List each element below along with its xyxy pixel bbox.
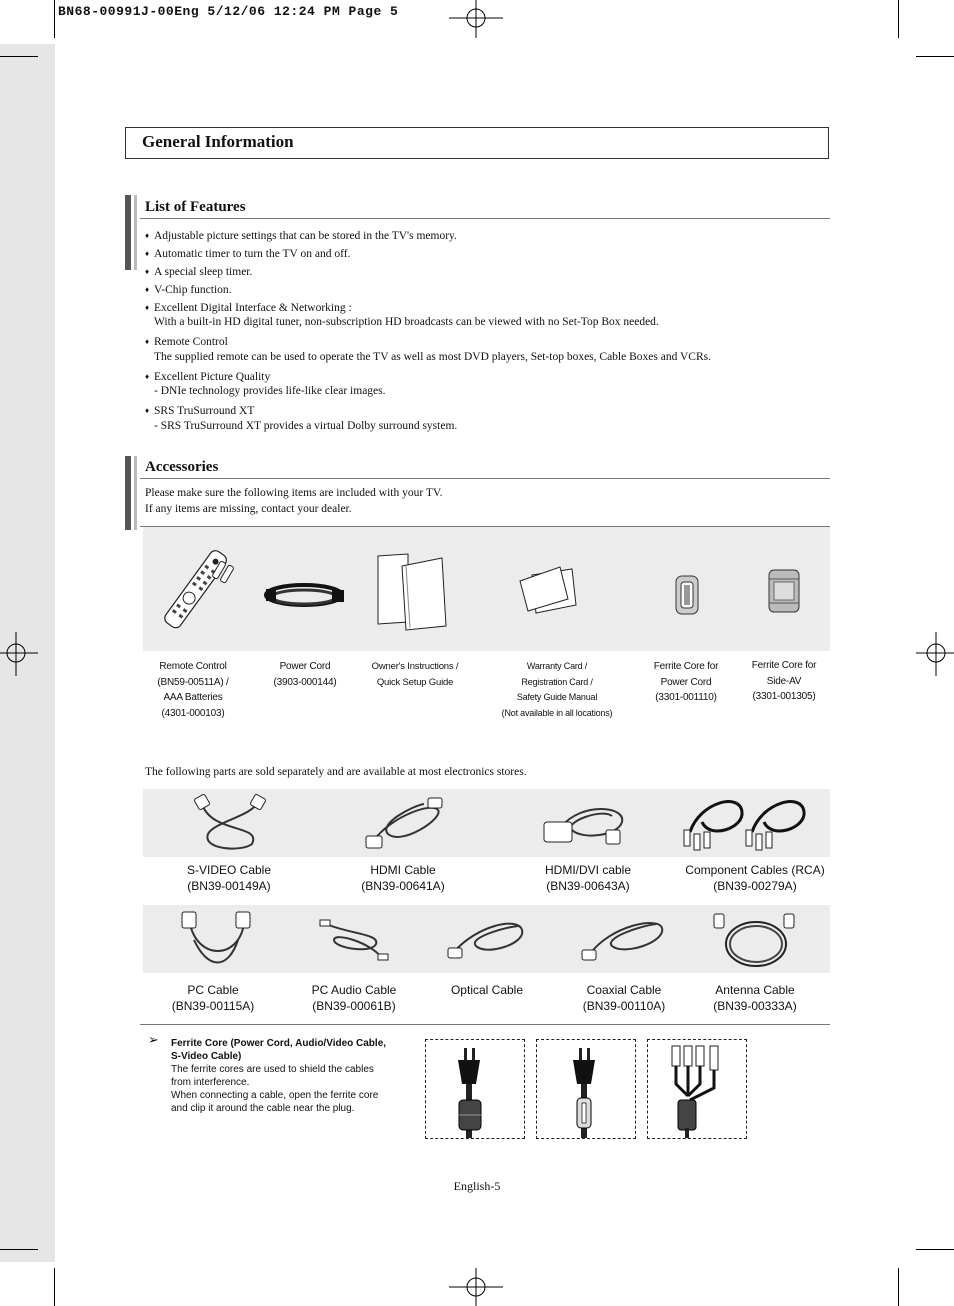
cable-caption-hdmi-dvi: HDMI/DVI cable (BN39-00643A): [544, 863, 632, 893]
svideo-cable-icon: [192, 794, 268, 852]
accessories-heading: Accessories: [145, 459, 219, 475]
separate-parts-intro: The following parts are sold separately and are available at most electronics stores.: [145, 766, 527, 778]
section-bar: [125, 456, 131, 530]
cable-caption-svideo: S-VIDEO Cable (BN39-00149A): [186, 863, 272, 893]
cable-caption-optical: Optical Cable: [450, 983, 524, 997]
registration-mark-left: [0, 632, 38, 676]
cable-caption-hdmi: HDMI Cable (BN39-00641A): [361, 863, 445, 893]
ferrite-illustration-2: [536, 1039, 636, 1139]
section-rule: [140, 218, 830, 219]
accessories-intro: If any items are missing, contact your dealer.: [145, 503, 352, 515]
ferrite-core-av-icon: [766, 567, 802, 615]
plug-with-ferrite-icon: [537, 1040, 635, 1138]
section-bar: [134, 195, 137, 270]
ferrite-illustration-3: [647, 1039, 747, 1139]
item-caption-ferrite-av: Ferrite Core for Side-AV (3301-001305): [751, 660, 817, 702]
warranty-card-icon: [518, 565, 580, 615]
feature-item: ♦ Excellent Digital Interface & Networking :: [145, 302, 352, 314]
remote-control-icon: [150, 545, 240, 635]
cable-caption-pc: PC Cable (BN39-00115A): [171, 983, 255, 1013]
crop-mark: [898, 1268, 899, 1306]
crop-mark: [54, 1268, 55, 1306]
crop-mark: [916, 56, 954, 57]
included-items-panel: [143, 527, 830, 651]
cable-caption-pc-audio: PC Audio Cable (BN39-00061B): [311, 983, 397, 1013]
hdmi-dvi-cable-icon: [542, 796, 632, 852]
hdmi-cable-icon: [362, 796, 446, 852]
item-caption-remote: Remote Control (BN59-00511A) / AAA Batteries (4301-000103): [157, 661, 229, 719]
coaxial-cable-icon: [580, 916, 668, 964]
ferrite-illustration-1: [425, 1039, 525, 1139]
page-title-box: [125, 127, 829, 159]
plug-with-ferrite-icon: [426, 1040, 524, 1138]
note-arrow-icon: ➢: [148, 1033, 159, 1048]
section-bar: [134, 456, 137, 530]
feature-detail: With a built-in HD digital tuner, non-subscription HD broadcasts can be viewed with no Set-Top Box needed.: [154, 316, 659, 328]
section-rule: [140, 478, 830, 479]
feature-item: ♦ A special sleep timer.: [145, 266, 253, 278]
crop-mark: [0, 1249, 38, 1250]
page-number: English-5: [453, 1179, 501, 1193]
cable-caption-antenna: Antenna Cable (BN39-00333A): [713, 983, 797, 1013]
registration-mark-top: [455, 0, 499, 38]
feature-item: ♦ SRS TruSurround XT: [145, 405, 255, 417]
power-cord-icon: [262, 575, 346, 615]
crop-mark: [898, 0, 899, 38]
item-caption-ferrite-power: Ferrite Core for Power Cord (3301-001110): [653, 661, 719, 703]
page-title: General Information: [142, 132, 294, 151]
item-caption-power-cord: Power Cord (3903-000144): [273, 661, 337, 688]
ferrite-core-note: Ferrite Core (Power Cord, Audio/Video Cable, S-Video Cable) The ferrite cores are used to shield the cables from interference. When connecting a cable, open the ferrite core and clip it around the cable near the plug.: [171, 1038, 387, 1114]
feature-item: ♦ Excellent Picture Quality: [145, 371, 271, 383]
manual-icon: [375, 552, 451, 632]
section-rule: [140, 1024, 830, 1025]
cable-caption-component: Component Cables (RCA) (BN39-00279A): [685, 863, 825, 893]
printer-slug: BN68-00991J-00Eng 5/12/06 12:24 PM Page 5: [58, 4, 399, 19]
features-heading: List of Features: [145, 199, 246, 215]
accessories-intro: Please make sure the following items are included with your TV.: [145, 487, 443, 499]
cable-caption-coaxial: Coaxial Cable (BN39-00110A): [582, 983, 666, 1013]
av-plugs-with-ferrite-icon: [648, 1040, 746, 1138]
registration-mark-bottom: [455, 1268, 499, 1306]
feature-detail: - DNIe technology provides life-like clear images.: [154, 385, 386, 397]
pc-audio-cable-icon: [320, 914, 390, 964]
item-caption-warranty: Warranty Card / Registration Card / Safety Guide Manual (Not available in all locations): [501, 661, 613, 718]
crop-mark: [916, 1249, 954, 1250]
ferrite-core-power-icon: [674, 575, 700, 615]
feature-detail: - SRS TruSurround XT provides a virtual Dolby surround system.: [154, 420, 458, 432]
crop-mark: [54, 0, 55, 38]
item-caption-manual: Owner's Instructions / Quick Setup Guide: [371, 661, 459, 688]
section-bar: [125, 195, 131, 270]
feature-item: ♦ Remote Control: [145, 336, 228, 348]
feature-item: ♦ Automatic timer to turn the TV on and off.: [145, 248, 351, 260]
pc-cable-icon: [178, 910, 254, 970]
optical-cable-icon: [446, 916, 528, 962]
feature-item: ♦ Adjustable picture settings that can be stored in the TV's memory.: [145, 230, 457, 242]
feature-item: ♦ V-Chip function.: [145, 284, 232, 296]
registration-mark-right: [916, 632, 954, 676]
crop-mark: [0, 56, 38, 57]
feature-detail: The supplied remote can be used to operate the TV as well as most DVD players, Set-top boxes, Cable Boxes and VCRs.: [154, 351, 712, 363]
antenna-cable-icon: [708, 912, 798, 970]
component-cables-icon: [680, 792, 816, 852]
